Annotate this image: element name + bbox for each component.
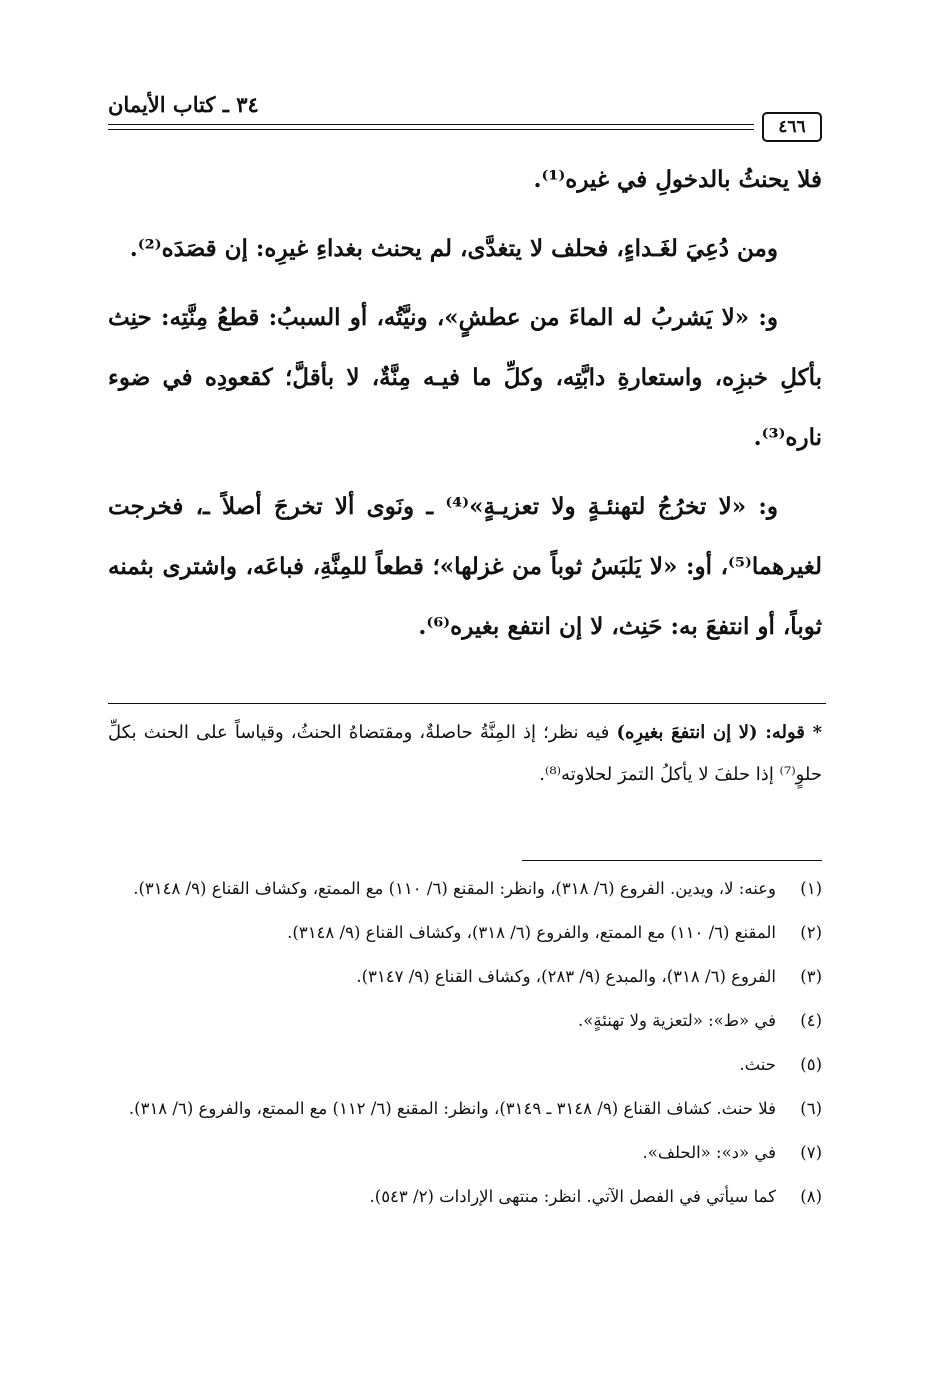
page-header bbox=[108, 88, 822, 140]
footnote-number: (٨) bbox=[800, 1187, 822, 1206]
footnote-text: فلا حنث. كشاف القناع (٩/ ٣١٤٨ ـ ٣١٤٩)، وانظر: المقنع (٦/ ١١٢) مع الممتع، والفروع (٦/ ٣١٨). bbox=[128, 1099, 776, 1118]
footnote-number: (٢) bbox=[800, 923, 822, 942]
footnote-item bbox=[108, 872, 822, 906]
footnote-item bbox=[108, 1048, 822, 1082]
footnote-number: (١) bbox=[800, 879, 822, 898]
footnote-item bbox=[108, 1092, 822, 1126]
commentary-text: فيه نظر؛ إذ المِنَّةُ حاصلةٌ، ومقتضاهُ الحنثُ، وقياساً على الحنث بكلِّ حلوٍ⁽⁷⁾ إذا حلفَ لا يأكلُ التمرَ لحلاوته⁽⁸⁾. bbox=[108, 722, 822, 785]
footnote-number: (٥) bbox=[800, 1055, 822, 1074]
main-text bbox=[108, 150, 822, 666]
header-double-rule bbox=[108, 124, 754, 130]
footnotes bbox=[108, 872, 822, 1224]
book-title: ٣٤ ـ كتاب الأيمان bbox=[108, 92, 259, 117]
footnote-number: (٤) bbox=[800, 1011, 822, 1030]
footnote-number: (٧) bbox=[800, 1143, 822, 1162]
main-paragraph: و: «لا يَشربُ له الماءَ من عطشٍ»، ونيَّتُه، أو السببُ: قطعُ مِنَّتِه: حنِث بأكلِ خبزِه، واستعارةِ دابَّتِه، وكلِّ ما فيـه مِنَّةٌ، لا بأقلَّ؛ كقعودِه في ضوء ناره⁽³⁾. bbox=[108, 304, 822, 451]
footnote-text: المقنع (٦/ ١١٠) مع الممتع، والفروع (٦/ ٣١٨)، وكشاف القناع (٩/ ٣١٤٨). bbox=[287, 923, 776, 942]
commentary-divider bbox=[108, 703, 826, 704]
footnote-item bbox=[108, 1136, 822, 1170]
main-paragraph: ومن دُعِيَ لغَـداءٍ، فحلف لا يتغدَّى، لم يحنث بغداءِ غيرِه: إن قصَدَه⁽²⁾. bbox=[129, 235, 778, 262]
footnote-text: وعنه: لا، ويدين. الفروع (٦/ ٣١٨)، وانظر: المقنع (٦/ ١١٠) مع الممتع، وكشاف القناع (٩/ ٣١٤٨). bbox=[133, 879, 776, 898]
footnote-text: في «ط»: «لتعزية ولا تهنئةٍ». bbox=[578, 1011, 776, 1030]
footnote-text: الفروع (٦/ ٣١٨)، والمبدع (٩/ ٢٨٣)، وكشاف القناع (٩/ ٣١٤٧). bbox=[356, 967, 776, 986]
page-number: ٤٦٦ bbox=[762, 112, 822, 142]
commentary-note bbox=[108, 712, 822, 796]
footnote-item bbox=[108, 960, 822, 994]
footnote-item bbox=[108, 1004, 822, 1038]
footnote-number: (٦) bbox=[800, 1099, 822, 1118]
footnote-text: حنث. bbox=[739, 1055, 776, 1074]
footnote-text: في «د»: «الحلف». bbox=[642, 1143, 776, 1162]
main-paragraph: و: «لا تخرُجُ لتهنئـةٍ ولا تعزيـةٍ»⁽⁴⁾ ـ ونَوى ألا تخرجَ أصلاً ـ، فخرجت لغيرهما⁽⁵⁾، أو: «لا يَلبَسُ ثوباً من غزلها»؛ قطعاً للمِنَّةِ، فباعَه، واشترى بثمنه ثوباً، أو انتفعَ به: حَنِث، لا إن انتفع بغيره⁽⁶⁾. bbox=[108, 493, 822, 640]
footnote-text: كما سيأتي في الفصل الآتي. انظر: منتهى الإرادات (٢/ ٥٤٣). bbox=[369, 1187, 776, 1206]
footnote-item bbox=[108, 916, 822, 950]
main-paragraph: فلا يحنثُ بالدخولِ في غيره⁽¹⁾. bbox=[533, 166, 822, 193]
footnote-item bbox=[108, 1180, 822, 1214]
footnote-divider bbox=[522, 860, 822, 861]
commentary-lead: * قوله: (لا إن انتفعَ بغيرِه) bbox=[616, 722, 822, 743]
footnote-number: (٣) bbox=[800, 967, 822, 986]
